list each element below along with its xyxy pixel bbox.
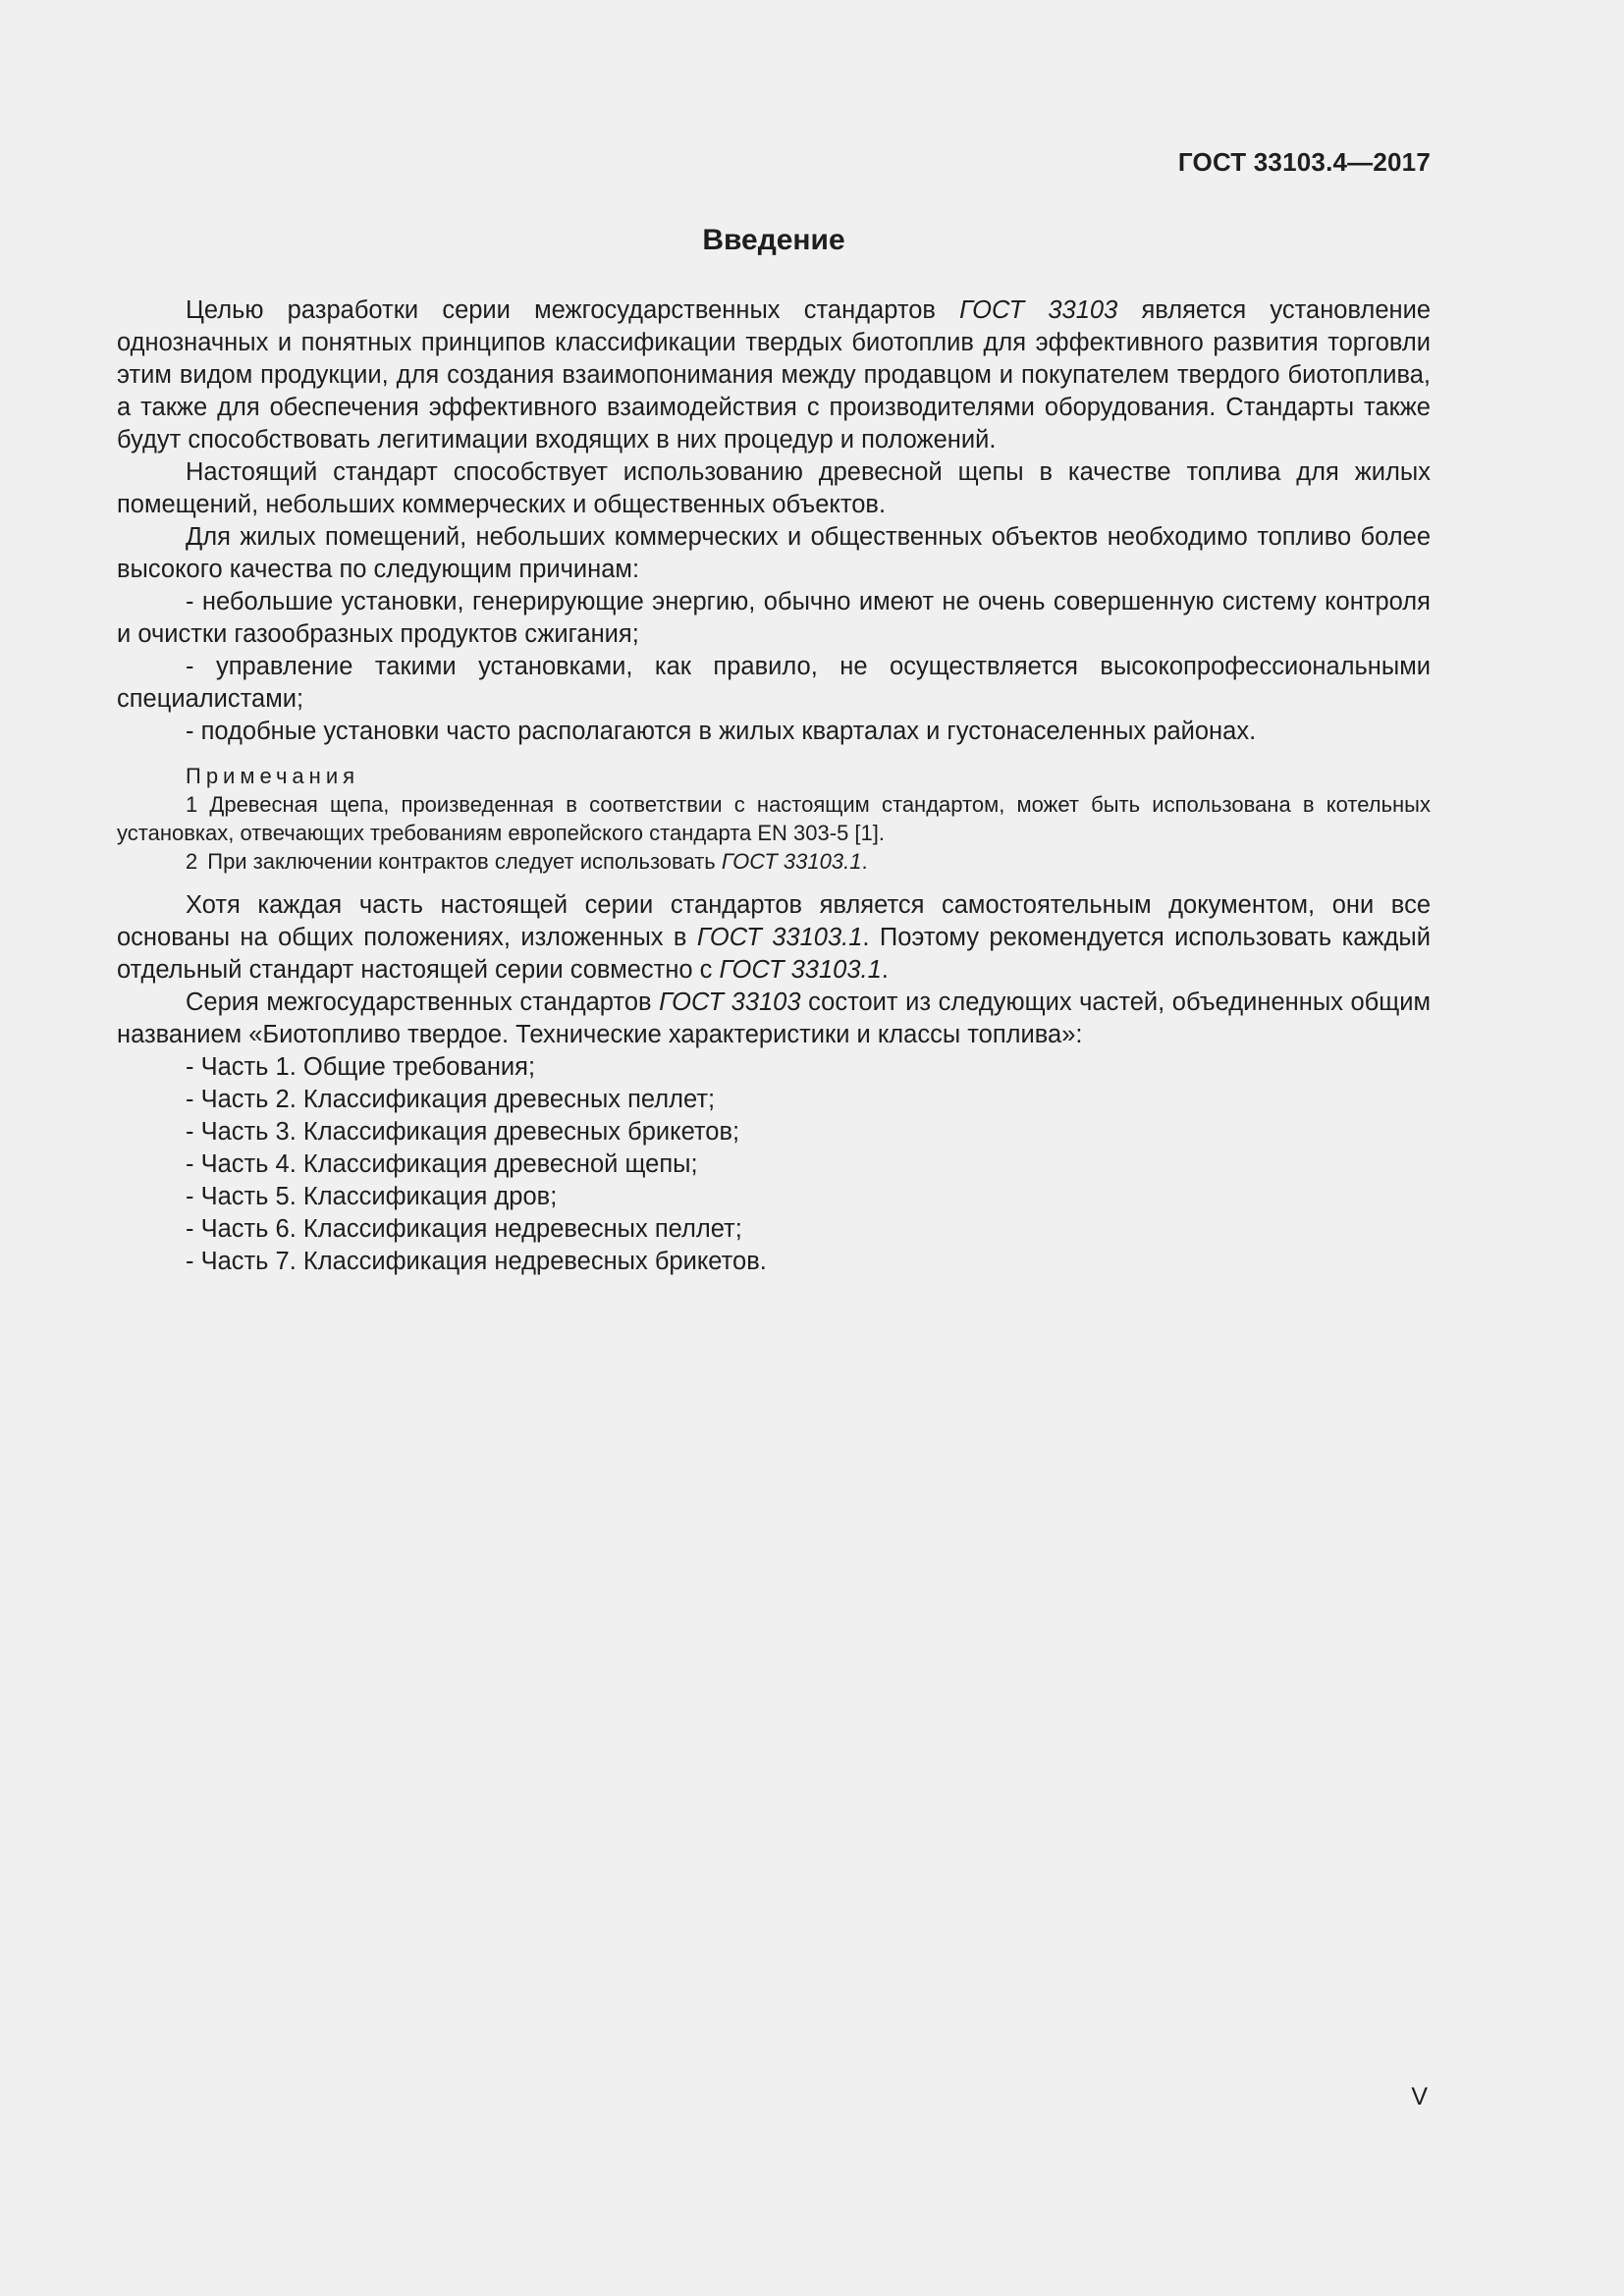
- standard-reference: ГОСТ 33103: [659, 988, 801, 1016]
- standard-reference: ГОСТ 33103.1: [696, 924, 863, 951]
- notes-title: Примечания: [186, 764, 360, 788]
- page-number: V: [1411, 2083, 1428, 2110]
- text: является установление однозначных и понятных принципов классификации твердых биотоплив для эффективного развития торговли этим видом продукции, для создания взаимопонимания между продавцом и покупателем твердого биотоплива, а также для обеспечения эффективного взаимодействия с производителями оборудования. Стандарты также будут способствовать легитимации входящих в них процедур и положений.: [117, 296, 1432, 454]
- list-item-part: - Часть 2. Классификация древесных пеллет;: [186, 1086, 716, 1113]
- text: . Поэтому рекомендуется использовать каждый отдельный стандарт настоящей серии совместно с: [117, 924, 1432, 984]
- notes-block: [117, 762, 1431, 876]
- list-item-reason: - подобные установки часто располагаются в жилых кварталах и густонаселенных районах.: [186, 718, 1257, 745]
- text: Целью разработки серии межгосударственных стандартов: [186, 296, 960, 324]
- text: Серия межгосударственных стандартов: [186, 988, 660, 1016]
- text: состоит из следующих частей, объединенных общим названием «Биотопливо твердое. Технические характеристики и классы топлива»:: [117, 988, 1432, 1048]
- list-item-part: - Часть 5. Классификация дров;: [186, 1183, 558, 1210]
- paragraph-series-parts: [117, 889, 1431, 987]
- text: .: [861, 849, 868, 874]
- note-2: [117, 847, 1431, 876]
- standard-reference: ГОСТ 33103.1: [719, 956, 882, 984]
- paragraph-scope: Настоящий стандарт способствует использованию древесной щепы в качестве топлива для жилых помещений, небольших коммерческих и общественных объектов.: [117, 458, 1431, 518]
- list-item-reason: - управление такими установками, как правило, не осуществляется высокопрофессиональными специалистами;: [117, 653, 1431, 713]
- list-item-part: - Часть 3. Классификация древесных брикетов;: [186, 1118, 740, 1146]
- list-item-part: - Часть 4. Классификация древесной щепы;: [186, 1150, 698, 1178]
- paragraph-reasons-intro: Для жилых помещений, небольших коммерческих и общественных объектов необходимо топливо более высокого качества по следующим причинам:: [117, 523, 1431, 583]
- document-body: [117, 294, 1431, 1278]
- note-number: 2: [186, 849, 198, 874]
- text: При заключении контрактов следует использовать: [207, 849, 722, 874]
- paragraph-purpose: [117, 294, 1431, 456]
- paragraph-series-composition: [117, 987, 1431, 1051]
- document-code-header: ГОСТ 33103.4—2017: [1177, 147, 1431, 177]
- section-title: Введение: [702, 224, 845, 256]
- text: .: [881, 956, 889, 984]
- list-item-part: - Часть 6. Классификация недревесных пеллет;: [186, 1215, 742, 1243]
- standard-reference: ГОСТ 33103: [959, 296, 1118, 324]
- list-item-part: - Часть 7. Классификация недревесных брикетов.: [186, 1248, 767, 1275]
- text: Хотя каждая часть настоящей серии стандартов является самостоятельным документом, они все основаны на общих положениях, изложенных в: [117, 891, 1431, 951]
- list-item-reason: - небольшие установки, генерирующие энергию, обычно имеют не очень совершенную систему контроля и очистки газообразных продуктов сжигания;: [117, 588, 1431, 648]
- note-1: 1 Древесная щепа, произведенная в соответствии с настоящим стандартом, может быть использована в котельных установках, отвечающих требованиям европейского стандарта EN 303-5 [1].: [117, 792, 1431, 845]
- list-item-part: - Часть 1. Общие требования;: [186, 1053, 536, 1081]
- standard-reference: ГОСТ 33103.1: [721, 849, 862, 874]
